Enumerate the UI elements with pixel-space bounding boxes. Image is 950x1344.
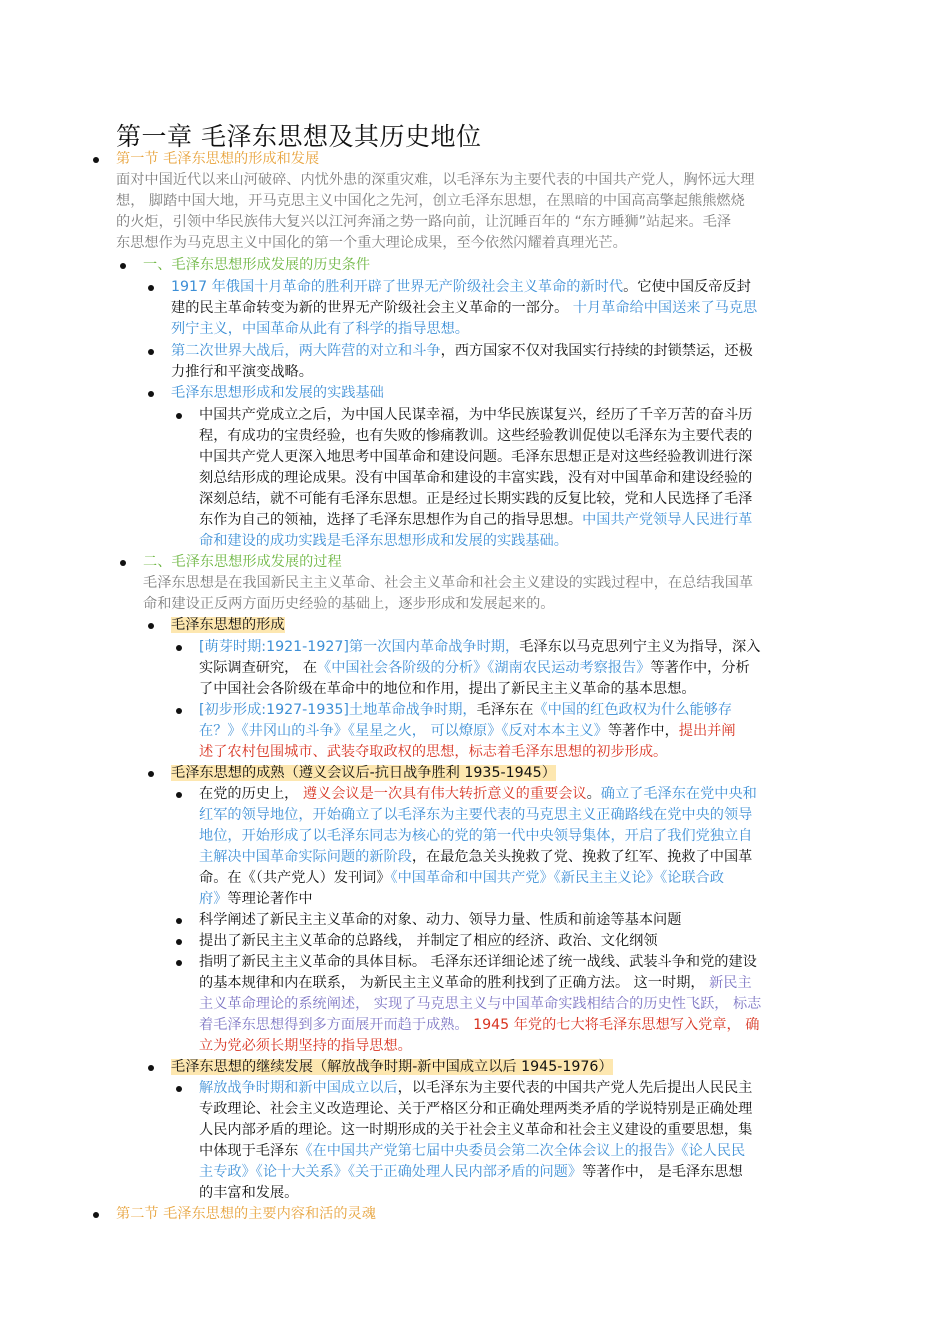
text-run: 地位，开始形成了以毛泽东同志为核心的党的第一代中央领导集体，开启了我们党独立自: [199, 828, 753, 844]
text-run: 二、毛泽东思想形成发展的过程: [143, 554, 342, 570]
text-run: 《中国的红色政权为什么能够存: [533, 702, 733, 718]
bullet-dot: [176, 413, 182, 419]
text-run: 等著作中， 是毛泽东思想: [582, 1164, 743, 1180]
outline-line: [171, 763, 556, 784]
outline-line: [199, 1183, 298, 1204]
outline-line: [199, 910, 681, 931]
text-run: 立为党必须长期坚持的指导思想。: [199, 1038, 412, 1054]
text-run: 人民内部矛盾的理论。这一时期形成的关于社会主义革命和社会主义建设的重要思想，集: [199, 1122, 753, 1138]
outline-line: [199, 784, 757, 805]
bullet-dot: [176, 939, 182, 945]
text-run: 科学阐述了新民主主义革命的对象、动力、领导力量、性质和前途等基本问题: [199, 912, 682, 928]
outline-line: [199, 679, 696, 700]
outline-line: [199, 637, 760, 658]
text-run: 程，有成功的宝贵经验，也有失败的惨痛教训。这些经验教训促使以毛泽东为主要代表的: [199, 428, 753, 444]
outline-line: [143, 573, 753, 594]
text-run: 中国共产党成立之后，为中国人民谋幸福，为中华民族谋复兴，经历了千辛万苦的奋斗历: [199, 407, 753, 423]
bullet-dot: [148, 391, 154, 397]
outline-line: [116, 1204, 376, 1225]
outline-line: [199, 531, 568, 552]
text-run: 毛泽东思想形成和发展的实践基础: [171, 385, 384, 401]
text-run: 述了农村包围城市、武装夺取政权的思想，标志着毛泽东思想的初步形成。: [199, 744, 668, 760]
outline-line: [199, 1162, 743, 1183]
bullet-dot: [120, 263, 126, 269]
text-run: [初步形成:1927-1935]土地革命战争时期，: [199, 702, 477, 718]
outline-line: [199, 721, 736, 742]
text-run: 1945 年党的七大将毛泽东思想写入党章， 确: [473, 1017, 760, 1033]
outline-line: [143, 255, 370, 276]
text-run: 遵义会议是一次具有伟大转折意义的重要会议: [302, 786, 587, 802]
text-run: 主解决中国革命实际问题的新阶段: [199, 849, 412, 865]
text-run: 毛泽东在: [476, 702, 534, 718]
outline-line: [171, 1057, 613, 1078]
bullet-dot: [148, 349, 154, 355]
text-run: 中体现于毛泽东: [199, 1143, 299, 1159]
bullet-dot: [176, 645, 182, 651]
outline-line: [171, 383, 384, 404]
text-run: 解放战争时期和新中国成立以后: [199, 1080, 398, 1096]
text-run: 的基本规律和内在联系， 为新民主主义革命的胜利找到了正确方法。 这一时期，: [199, 975, 710, 991]
text-run: 第二节 毛泽东思想的主要内容和活的灵魂: [116, 1206, 376, 1222]
text-run: 刻总结形成的理论成果。没有中国革命和建设的丰富实践，没有对中国革命和建设经验的: [199, 470, 753, 486]
bullet-dot: [148, 771, 154, 777]
outline-line: [199, 1078, 752, 1099]
outline-line: [171, 362, 313, 383]
text-run: 列宁主义，中国革命从此有了科学的指导思想。: [171, 321, 469, 337]
text-run: 确立了毛泽东在党中央和: [600, 786, 757, 802]
chapter-title: 第一章 毛泽东思想及其历史地位: [116, 122, 482, 151]
outline-line: [199, 1015, 759, 1036]
text-run: 的丰富和发展。: [199, 1185, 299, 1201]
outline-line: [199, 489, 752, 510]
text-run: 提出了新民主主义革命的总路线， 并制定了相应的经济、政治、文化纲领: [199, 933, 658, 949]
bullet-dot: [120, 560, 126, 566]
text-run: 等著作中，分析: [650, 660, 750, 676]
outline-line: [199, 931, 658, 952]
text-run: 指明了新民主主义革命的具体目标。 毛泽东还详细论述了统一战线、武装斗争和党的建设: [199, 954, 757, 970]
bullet-dot: [176, 960, 182, 966]
outline-line: [199, 405, 752, 426]
text-run: 。: [586, 786, 601, 802]
text-run: 府》: [199, 891, 228, 907]
outline-line: [199, 847, 752, 868]
bullet-dot: [93, 1212, 99, 1218]
text-run: 等理论著作中: [227, 891, 313, 907]
outline-line: [199, 889, 313, 910]
outline-line: [199, 426, 752, 447]
text-run: 着毛泽东思想得到多方面展开而趋于成熟。: [199, 1017, 474, 1033]
text-run: 中国共产党人更深入地思考中国革命和建设问题。毛泽东思想正是对这些经验教训进行深: [199, 449, 753, 465]
outline-line: [116, 170, 754, 191]
outline-line: [171, 298, 757, 319]
bullet-dot: [148, 1065, 154, 1071]
text-run: ，西方国家不仅对我国实行持续的封锁禁运，还极: [440, 343, 753, 359]
text-run: 毛泽东思想的成熟（遵义会议后-抗日战争胜利 1935-1945）: [171, 765, 556, 781]
text-run: 东作为自己的领袖，选择了毛泽东思想作为自己的指导思想。: [199, 512, 583, 528]
bullet-dot: [176, 1086, 182, 1092]
outline-line: [199, 994, 761, 1015]
text-run: 在？》《井冈山的斗争》《星星之火， 可以燎原》《反对本本主义》: [199, 723, 608, 739]
text-run: 毛泽东思想的继续发展（解放战争时期-新中国成立以后 1945-1976）: [171, 1059, 613, 1075]
outline-line: [199, 1120, 752, 1141]
outline-line: [199, 826, 752, 847]
text-run: 面对中国近代以来山河破碎、内忧外患的深重灾难，以毛泽东为主要代表的中国共产党人，胸怀远大理: [116, 172, 755, 188]
outline-line: [199, 1141, 745, 1162]
text-run: 《在中国共产党第七届中央委员会第二次全体会议上的报告》《论人民民: [298, 1143, 746, 1159]
text-run: 中国共产党领导人民进行革: [582, 512, 753, 528]
outline-line: [199, 1099, 752, 1120]
text-run: 毛泽东以马克思列宁主义为指导，深入: [519, 639, 761, 655]
outline-line: [116, 149, 319, 170]
text-run: 红军的领导地位，开始确立了以毛泽东为主要代表的马克思主义正确路线在党中央的领导: [199, 807, 753, 823]
text-run: 《中国革命和中国共产党》《新民主主义论》《论联合政: [390, 870, 724, 886]
text-run: 。它使中国反帝反封: [623, 279, 751, 295]
outline-line: [171, 277, 751, 298]
outline-line: [199, 658, 750, 679]
text-run: 专政理论、社会主义改造理论、关于严格区分和正确处理两类矛盾的学说特别是正确处理: [199, 1101, 753, 1117]
outline-line: [116, 233, 627, 254]
bullet-dot: [93, 157, 99, 163]
text-run: 深刻总结，就不可能有毛泽东思想。正是经过长期实践的反复比较，党和人民选择了毛泽: [199, 491, 753, 507]
outline-line: [199, 742, 667, 763]
text-run: 第一节 毛泽东思想的形成和发展: [116, 151, 320, 167]
outline-line: [199, 973, 752, 994]
outline-line: [199, 952, 757, 973]
text-run: 毛泽东思想是在我国新民主主义革命、社会主义革命和社会主义建设的实践过程中，在总结我国革: [143, 575, 754, 591]
outline-line: [199, 510, 752, 531]
text-run: 的火炬，引领中华民族伟大复兴以江河奔涌之势一路向前，让沉睡百年的 “东方睡狮”站起来。毛泽: [116, 214, 732, 230]
text-run: 想， 脚踏中国大地，开马克思主义中国化之先河，创立毛泽东思想，在黑暗的中国高高擎起熊熊燃烧: [116, 193, 745, 209]
outline-line: [143, 552, 342, 573]
text-run: 建的民主革命转变为新的世界无产阶级社会主义革命的一部分。: [171, 300, 573, 316]
outline-line: [199, 447, 752, 468]
bullet-dot: [176, 918, 182, 924]
text-run: 命。在《（共产党人）发刊词》: [199, 870, 391, 886]
text-run: 一、毛泽东思想形成发展的历史条件: [143, 257, 371, 273]
outline-line: [199, 805, 752, 826]
outline-line: [199, 700, 732, 721]
text-run: 了中国社会各阶级在革命中的地位和作用，提出了新民主主义革命的基本思想。: [199, 681, 696, 697]
bullet-dot: [176, 708, 182, 714]
text-run: 1917 年俄国十月革命的胜利开辟了世界无产阶级社会主义革命的新时代: [171, 279, 624, 295]
text-run: 《中国社会各阶级的分析》《湖南农民运动考察报告》: [317, 660, 651, 676]
outline-line: [199, 468, 752, 489]
outline-line: [116, 212, 731, 233]
bullet-dot: [148, 285, 154, 291]
text-run: 力推行和平演变战略。: [171, 364, 313, 380]
text-run: 主义革命理论的系统阐述， 实现了马克思主义与中国革命实践相结合的历史性飞跃， 标志: [199, 996, 762, 1012]
text-run: ，以毛泽东为主要代表的中国共产党人先后提出人民民主: [397, 1080, 753, 1096]
outline-line: [199, 1036, 412, 1057]
outline-line: [171, 615, 285, 636]
text-run: 在党的历史上，: [199, 786, 303, 802]
text-run: 实际调查研究， 在: [199, 660, 318, 676]
text-run: 新民主: [709, 975, 752, 991]
outline-line: [143, 594, 554, 615]
bullet-dot: [148, 623, 154, 629]
text-run: 第二次世界大战后，两大阵营的对立和斗争: [171, 343, 441, 359]
text-run: ，在最危急关头挽救了党、挽救了红军、挽救了中国革: [411, 849, 753, 865]
outline-line: [171, 319, 469, 340]
outline-line: [199, 868, 724, 889]
text-run: 十月革命给中国送来了马克思: [572, 300, 758, 316]
text-run: 命和建设正反两方面历史经验的基础上，逐步形成和发展起来的。: [143, 596, 555, 612]
text-run: 东思想作为马克思主义中国化的第一个重大理论成果，至今依然闪耀着真理光芒。: [116, 235, 627, 251]
text-run: 命和建设的成功实践是毛泽东思想形成和发展的实践基础。: [199, 533, 568, 549]
text-run: 毛泽东思想的形成: [171, 617, 285, 633]
bullet-dot: [176, 792, 182, 798]
text-run: 等著作中，: [607, 723, 679, 739]
text-run: 主专政》《论十大关系》《关于正确处理人民内部矛盾的问题》: [199, 1164, 583, 1180]
outline-line: [171, 341, 753, 362]
text-run: 提出并阐: [678, 723, 736, 739]
text-run: [萌芽时期:1921-1927]第一次国内革命战争时期，: [199, 639, 520, 655]
outline-line: [116, 191, 745, 212]
